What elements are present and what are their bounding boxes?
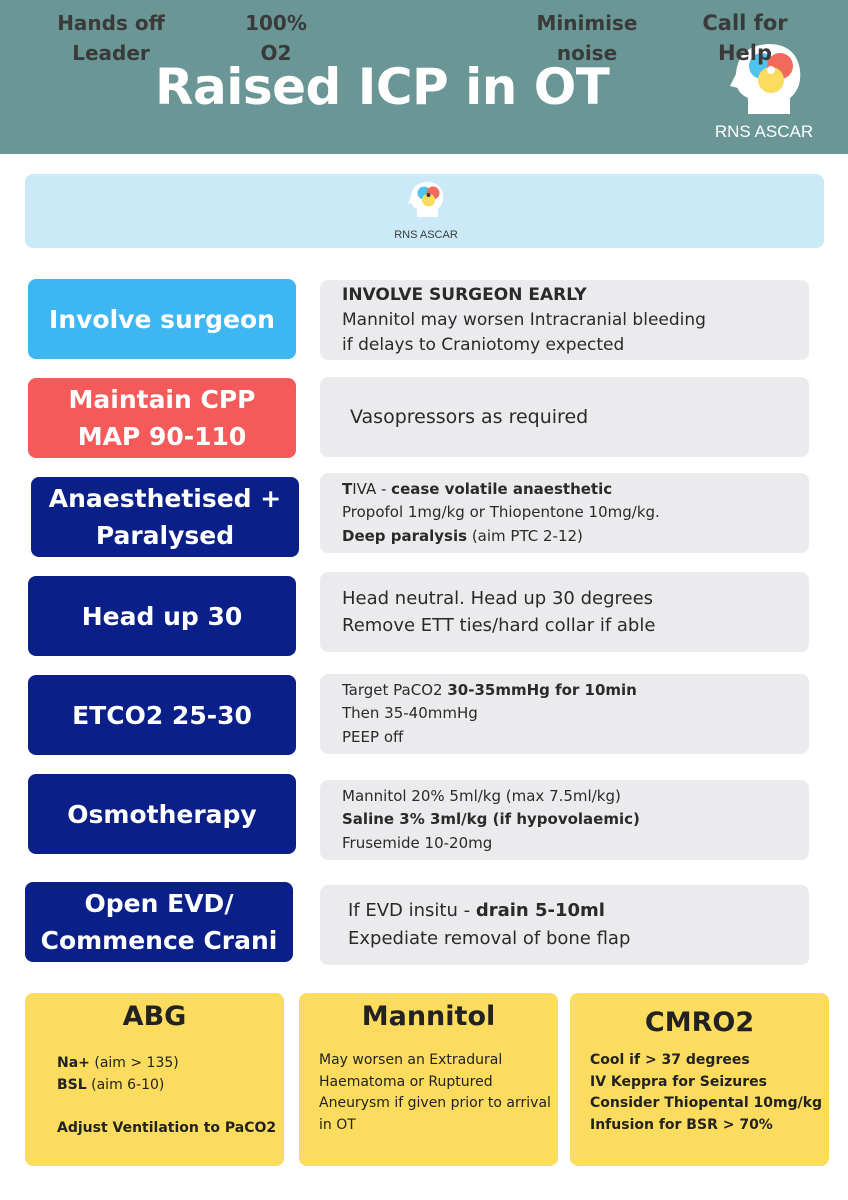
banner-oxygen: 100% O2 [245, 11, 307, 65]
step-involve-surgeon: Involve surgeon [28, 279, 296, 359]
step-maintain-cpp: Maintain CPP MAP 90-110 [28, 378, 296, 458]
step-involve-surgeon-details: INVOLVE SURGEON EARLY Mannitol may worsen Intracranial bleeding if delays to Craniotomy expected [320, 280, 809, 360]
step-anaesthetised: Anaesthetised + Paralysed [31, 477, 299, 557]
page-title: Raised ICP in OT [155, 58, 610, 116]
card-mannitol: Mannitol May worsen an Extradural Haematoma or Ruptured Aneurysm if given prior to arrival in OT [299, 993, 558, 1166]
step-head-up: Head up 30 [28, 576, 296, 656]
step-osmotherapy: Osmotherapy [28, 774, 296, 854]
step-maintain-cpp-details: Vasopressors as required [320, 377, 809, 457]
step-open-evd-details: If EVD insitu - drain 5-10ml Expediate removal of bone flap [320, 885, 809, 965]
banner-help: Call for Help [702, 11, 788, 65]
step-etco2: ETCO2 25-30 [28, 675, 296, 755]
step-osmotherapy-details: Mannitol 20% 5ml/kg (max 7.5ml/kg) Saline 3% 3ml/kg (if hypovolaemic) Frusemide 10-20mg [320, 780, 809, 860]
step-head-up-details: Head neutral. Head up 30 degrees Remove ETT ties/hard collar if able [320, 572, 809, 652]
logo-label: RNS ASCAR [714, 122, 814, 141]
step-etco2-details: Target PaCO2 30-35mmHg for 10min Then 35-40mmHg PEEP off [320, 674, 809, 754]
step-open-evd: Open EVD/ Commence Crani [25, 882, 293, 962]
banner-noise: Minimise noise [536, 11, 638, 65]
card-cmro2: CMRO2 Cool if > 37 degrees IV Keppra for Seizures Consider Thiopental 10mg/kg Infusion for BSR > 70% [570, 993, 829, 1166]
step-anaesthetised-details: TIVA - cease volatile anaesthetic Propofol 1mg/kg or Thiopentone 10mg/kg. Deep paralysis (aim PTC 2-12) [320, 473, 809, 553]
banner-hands-off: Hands off Leader [57, 11, 165, 65]
brain-head-logo-small [406, 180, 446, 218]
banner-logo-label: RNS ASCAR [394, 229, 458, 241]
card-abg: ABG Na+ (aim > 135) BSL (aim 6-10) Adjust Ventilation to PaCO2 [25, 993, 284, 1166]
